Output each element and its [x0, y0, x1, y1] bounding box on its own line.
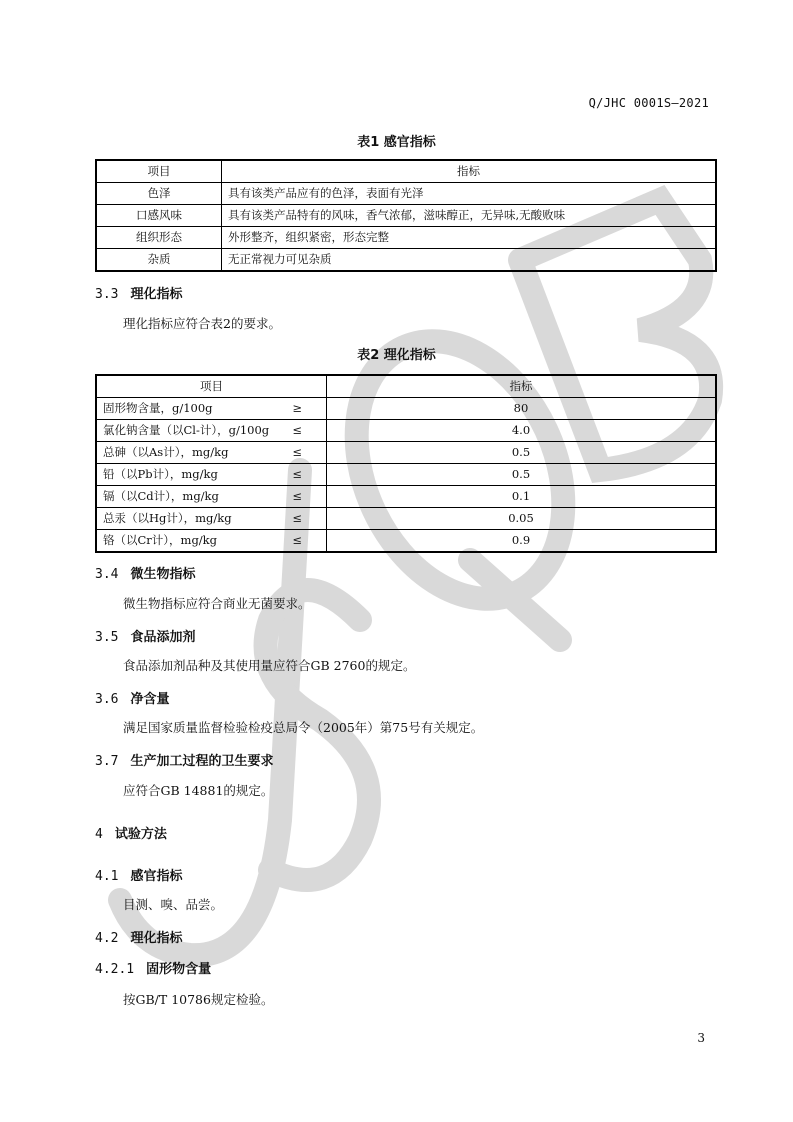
- section-title: 食品添加剂: [130, 630, 196, 645]
- item-label: 镉（以Cd计），mg/kg: [103, 489, 219, 503]
- table-row: [96, 420, 716, 442]
- section-title: 微生物指标: [130, 567, 196, 582]
- table-row: [96, 398, 716, 420]
- paragraph: 满足国家质量监督检验检疫总局令（2005年）第75号有关规定。: [123, 720, 484, 735]
- page-number: 3: [697, 1031, 705, 1045]
- section-title: 净含量: [130, 692, 170, 707]
- table-cell-item: [96, 486, 327, 508]
- section-title: 理化指标: [130, 931, 183, 946]
- table-cell-item: [96, 398, 327, 420]
- item-label: 总汞（以Hg计），mg/kg: [103, 511, 232, 525]
- table2-caption: 表2 理化指标: [357, 348, 436, 363]
- sensory-table: [95, 159, 717, 272]
- section-heading: [95, 823, 167, 842]
- table-row: [96, 227, 716, 249]
- section-heading: [95, 283, 183, 302]
- table-row: [96, 183, 716, 205]
- table-row: [96, 442, 716, 464]
- table-cell-value: 具有该类产品特有的风味，香气浓郁，滋味醇正，无异味,无酸败味: [222, 205, 717, 227]
- table-header-cell: 项目: [96, 375, 327, 398]
- table-cell-item: [96, 442, 327, 464]
- table-cell-value: 0.5: [327, 464, 717, 486]
- comparison-symbol: ≤: [292, 489, 302, 503]
- comparison-symbol: ≥: [292, 401, 302, 415]
- section-title: 生产加工过程的卫生要求: [130, 754, 274, 769]
- item-label: 铅（以Pb计），mg/kg: [103, 467, 218, 481]
- section-number: 3.3: [95, 287, 119, 302]
- table-header-cell: 指标: [222, 160, 717, 183]
- section-number: 3.4: [95, 567, 119, 582]
- doc-code: Q/JHC 0001S—2021: [588, 96, 709, 110]
- item-label: 固形物含量，g/100g: [103, 401, 213, 415]
- paragraph: 应符合GB 14881的规定。: [123, 783, 274, 798]
- section-number: 3.5: [95, 630, 119, 645]
- section-heading: [95, 927, 183, 946]
- table-cell-item: [96, 420, 327, 442]
- table-cell-value: 外形整齐，组织紧密，形态完整: [222, 227, 717, 249]
- comparison-symbol: ≤: [292, 511, 302, 525]
- section-heading: [95, 626, 196, 645]
- section-title: 理化指标: [130, 287, 183, 302]
- section-number: 4: [95, 827, 103, 842]
- table-cell-value: 0.05: [327, 508, 717, 530]
- comparison-symbol: ≤: [292, 423, 302, 437]
- paragraph: 目测、嗅、品尝。: [123, 897, 224, 912]
- table-cell-item: [96, 530, 327, 553]
- table-cell-value: 具有该类产品应有的色泽，表面有光泽: [222, 183, 717, 205]
- table-row: [96, 530, 716, 553]
- paragraph: 微生物指标应符合商业无菌要求。: [123, 596, 311, 611]
- section-title: 试验方法: [114, 827, 167, 842]
- table-row: [96, 249, 716, 272]
- section-heading: [95, 865, 183, 884]
- section-heading: [95, 750, 274, 769]
- item-label: 铬（以Cr计），mg/kg: [103, 533, 218, 547]
- table-cell-value: 0.1: [327, 486, 717, 508]
- table-cell-item: [96, 508, 327, 530]
- section-number: 4.2.1: [95, 962, 135, 977]
- paragraph: 食品添加剂品种及其使用量应符合GB 2760的规定。: [123, 658, 416, 673]
- section-number: 3.7: [95, 754, 119, 769]
- section-heading: [95, 688, 170, 707]
- table-header-cell: 指标: [327, 375, 717, 398]
- table-cell-item: 色泽: [96, 183, 222, 205]
- item-label: 氯化钠含量（以Cl-计），g/100g: [103, 423, 270, 437]
- section-number: 4.2: [95, 931, 119, 946]
- table-cell-value: 无正常视力可见杂质: [222, 249, 717, 272]
- table-cell-value: 0.9: [327, 530, 717, 553]
- table-header-cell: 项目: [96, 160, 222, 183]
- table-row: [96, 508, 716, 530]
- table-header-row: [96, 160, 716, 183]
- table-cell-value: 0.5: [327, 442, 717, 464]
- table-cell-value: 80: [327, 398, 717, 420]
- table-row: [96, 205, 716, 227]
- comparison-symbol: ≤: [292, 467, 302, 481]
- table-row: [96, 464, 716, 486]
- physicochemical-table: [95, 374, 717, 553]
- section-heading: [95, 563, 196, 582]
- section-number: 3.6: [95, 692, 119, 707]
- table-row: [96, 486, 716, 508]
- section-number: 4.1: [95, 869, 119, 884]
- item-label: 总砷（以As计），mg/kg: [103, 445, 229, 459]
- table-cell-item: 杂质: [96, 249, 222, 272]
- table-cell-value: 4.0: [327, 420, 717, 442]
- comparison-symbol: ≤: [292, 445, 302, 459]
- section-title: 感官指标: [130, 869, 183, 884]
- section-heading: [95, 958, 211, 977]
- paragraph: 按GB/T 10786规定检验。: [123, 992, 274, 1007]
- table-cell-item: 组织形态: [96, 227, 222, 249]
- table1-caption: 表1 感官指标: [357, 135, 436, 150]
- table-cell-item: 口感风味: [96, 205, 222, 227]
- paragraph: 理化指标应符合表2的要求。: [123, 316, 281, 331]
- comparison-symbol: ≤: [292, 533, 302, 547]
- table-header-row: [96, 375, 716, 398]
- table-cell-item: [96, 464, 327, 486]
- section-title: 固形物含量: [146, 962, 212, 977]
